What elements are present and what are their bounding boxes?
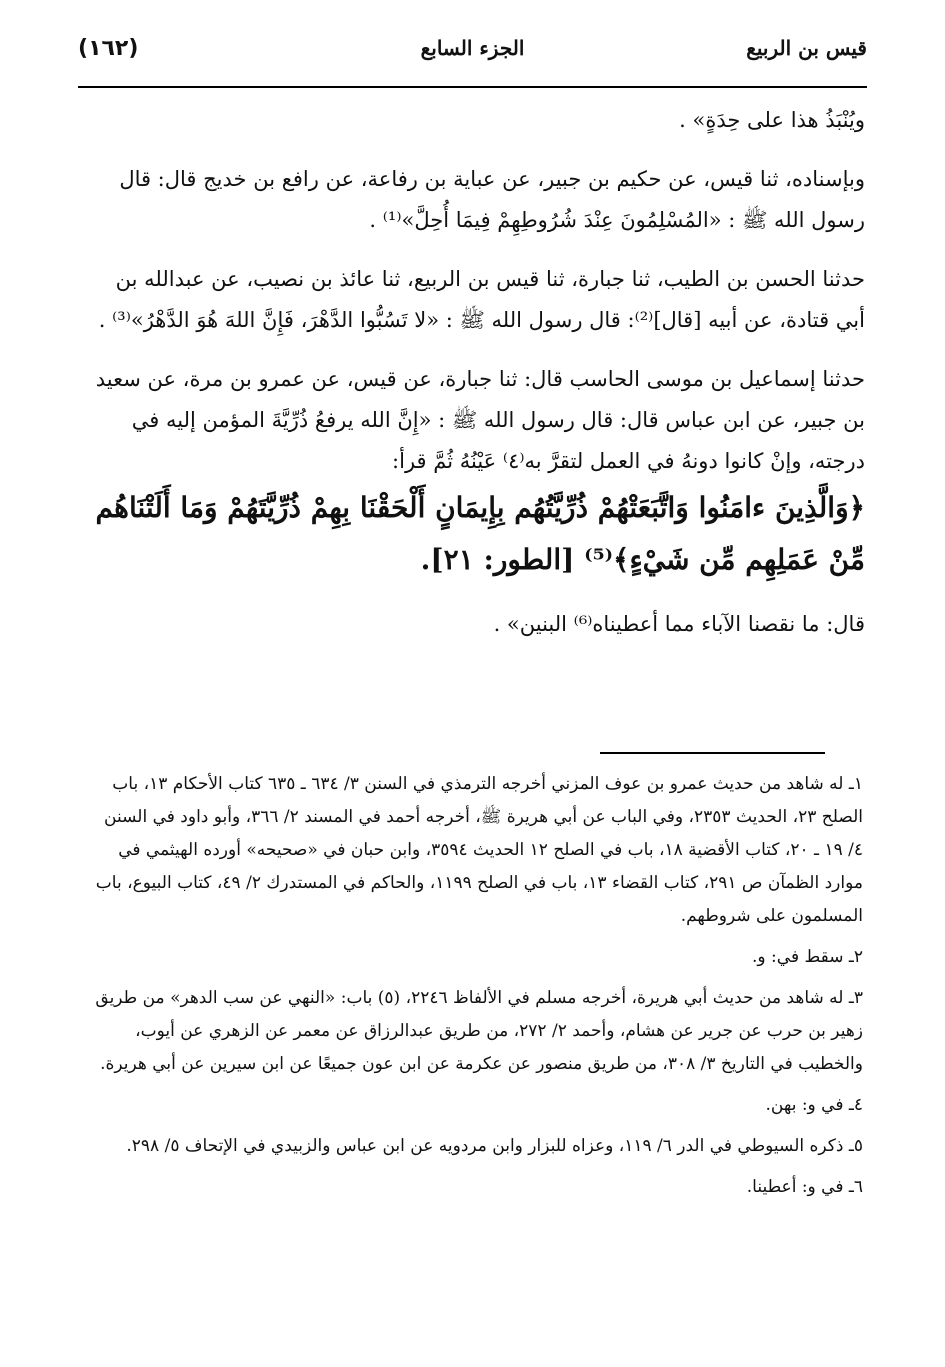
paragraph: وبإسناده، ثنا قيس، عن حكيم بن جبير، عن عباية بن رفاعة، عن رافع بن خديج قال: قال رسول الله ﷺ : «المُسْلِمُونَ عِنْدَ شُرُوطِهِمْ فِيمَا أُحِلَّ»⁽¹⁾ . [119, 167, 865, 232]
footnote: ٢ـ سقط في: و. [752, 947, 863, 967]
paragraph: ويُنْبَذُ هذا على حِدَةٍ» . [679, 108, 865, 132]
volume-title: الجزء السابع [420, 36, 525, 60]
footnote: ٣ـ له شاهد من حديث أبي هريرة، أخرجه مسلم في الألفاظ ٢٢٤٦، (٥) باب: «النهي عن سب الدهر» من طريق زهير بن حرب عن جرير عن هشام، وأحمد ٢/ ٢٧٢، من طريق عبدالرزاق عن معمر عن الزهري عن أيوب، والخطيب في التاريخ ٣/ ٣٠٨، من طريق منصور عن عكرمة عن ابن عون جميعًا عن ابن سيرين عن أبي هريرة. [95, 988, 863, 1074]
footnote: ٥ـ ذكره السيوطي في الدر ٦/ ١١٩، وعزاه للبزار وابن مردويه عن ابن عباس والزبيدي في الإتحاف ٥/ ٢٩٨. [126, 1136, 863, 1156]
footnotes [95, 768, 863, 1212]
page-number: (١٦٢) [78, 36, 139, 61]
footnote: ٤ـ في و: بهن. [765, 1095, 863, 1115]
footnote-separator [600, 752, 825, 754]
header-rule [78, 86, 867, 88]
paragraph: قال: ما نقصنا الآباء مما أعطيناه⁽⁶⁾ البنين» . [493, 612, 865, 636]
paragraph: حدثنا الحسن بن الطيب، ثنا جبارة، ثنا قيس بن الربيع، ثنا عائذ بن نصيب، عن عبدالله بن أبي قتادة، عن أبيه [قال]⁽²⁾: قال رسول الله ﷺ : «لا تَسُبُّوا الدَّهْرَ، فَإِنَّ اللهَ هُوَ الدَّهْرُ»⁽³⁾ . [98, 267, 865, 332]
footnote: ١ـ له شاهد من حديث عمرو بن عوف المزني أخرجه الترمذي في السنن ٣/ ٦٣٤ ـ ٦٣٥ كتاب الأحكام ١٣، باب الصلح ٢٣، الحديث ٢٣٥٣، وفي الباب عن أبي هريرة ﷺ، أخرجه أحمد في المسند ٢/ ٣٦٦، وأبو داود في السنن ٤/ ١٩ ـ ٢٠، كتاب الأقضية ١٨، باب في الصلح ١٢ الحديث ٣٥٩٤، وابن حبان في «صحيحه» أورده الهيثمي في موارد الظمآن ص ٢٩١، كتاب القضاء ١٣، باب في الصلح ١١٩٩، والحاكم في المستدرك ٢/ ٤٩، كتاب البيوع، باب المسلمون على شروطهم. [95, 774, 863, 926]
quran-verse: ﴿وَالَّذِينَ ءامَنُوا وَاتَّبَعَتْهُمْ ذُرِّيَّتُهُم بِإِيمَانٍ أَلْحَقْنَا بِهِمْ ذُرِّيَّتَهُمْ وَمَا أَلَتْنَاهُم مِّنْ عَمَلِهِم مِّن شَيْءٍ﴾⁽⁵⁾ [الطور: ٢١]. [95, 491, 865, 576]
page-header [78, 36, 867, 88]
paragraph: حدثنا إسماعيل بن موسى الحاسب قال: ثنا جبارة، عن قيس، عن عمرو بن مرة، عن سعيد بن جبير، عن ابن عباس قال: قال رسول الله ﷺ : «إِنَّ الله يرفعُ ذُرِّيَّةَ المؤمن إليه في درجته، وإنْ كانوا دونهُ في العمل لتقرَّ به⁽٤⁾ عَيْنُهُ ثُمَّ قرأ: [95, 367, 865, 473]
running-head-author: قيس بن الربيع [746, 36, 867, 60]
footnote: ٦ـ في و: أعطينا. [746, 1177, 863, 1197]
main-text [80, 100, 865, 645]
